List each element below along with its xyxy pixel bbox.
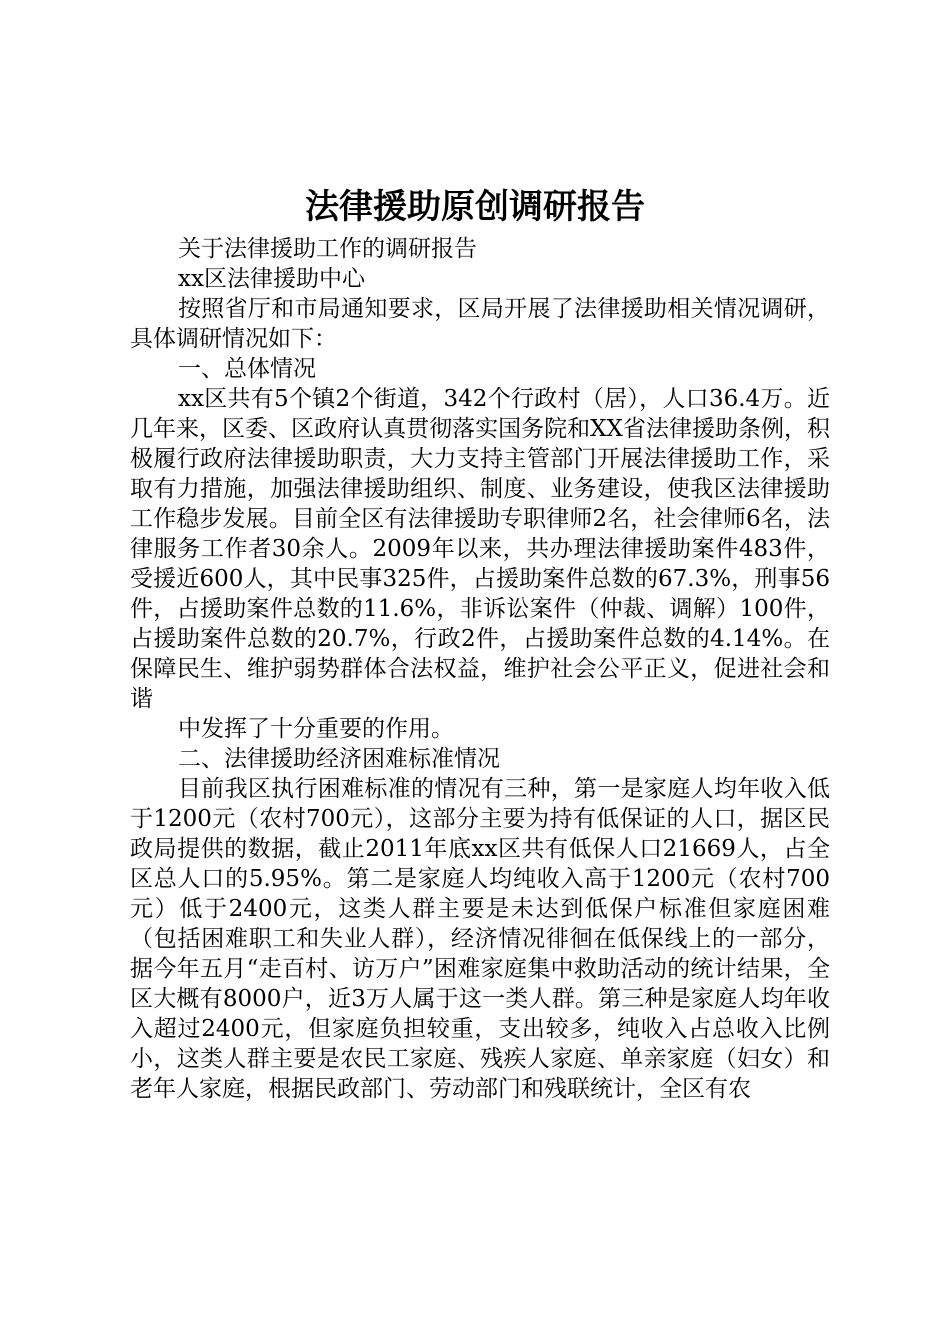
paragraph-author: xx区法律援助中心 [178, 266, 365, 292]
paragraph-intro: 按照省厅和市局通知要求，区局开展了法律援助相关情况调研，具体调研情况如下： [130, 296, 830, 352]
paragraph-overview-continued: 中发挥了十分重要的作用。 [178, 716, 454, 742]
section-heading-standards: 二、法律援助经济困难标准情况 [178, 746, 500, 772]
document-body [130, 234, 830, 1104]
paragraph-standards: 目前我区执行困难标准的情况有三种，第一是家庭人均年收入低于1200元（农村700元），这部分主要为持有低保证的人口，据区民政局提供的数据，截止2011年底xx区共有低保人口21669人，占全区总人口的5.95%。第二是家庭人均纯收入高于1200元（农村700元）低于2400元，这类人群主要是未达到低保户标准但家庭困难（包括困难职工和失业人群），经济情况徘徊在低保线上的一部分，据今年五月“走百村、访万户”困难家庭集中救助活动的统计结果，全区大概有8000户，近3万人属于这一类人群。第三种是家庭人均年收入超过2400元，但家庭负担较重，支出较多，纯收入占总收入比例小，这类人群主要是农民工家庭、残疾人家庭、单亲家庭（妇女）和老年人家庭，根据民政部门、劳动部门和残联统计，全区有农 [130, 776, 830, 1102]
document-title: 法律援助原创调研报告 [305, 187, 645, 227]
paragraph-overview: xx区共有5个镇2个街道，342个行政村（居），人口36.4万。近几年来，区委、区政府认真贯彻落实国务院和XX省法律援助条例，积极履行政府法律援助职责，大力支持主管部门开展法律援助工作，采取有力措施，加强法律援助组织、制度、业务建设，使我区法律援助工作稳步发展。目前全区有法律援助专职律师2名，社会律师6名，法律服务工作者30余人。2009年以来，共办理法律援助案件483件，受援近600人，其中民事325件，占援助案件总数的67.3%，刑事56件，占援助案件总数的11.6%，非诉讼案件（仲裁、调解）100件，占援助案件总数的20.7%，行政2件，占援助案件总数的4.14%。在保障民生、维护弱势群体合法权益，维护社会公平正义，促进社会和谐 [130, 386, 830, 712]
paragraph-report-heading: 关于法律援助工作的调研报告 [178, 236, 477, 262]
section-heading-overview: 一、总体情况 [178, 356, 316, 382]
